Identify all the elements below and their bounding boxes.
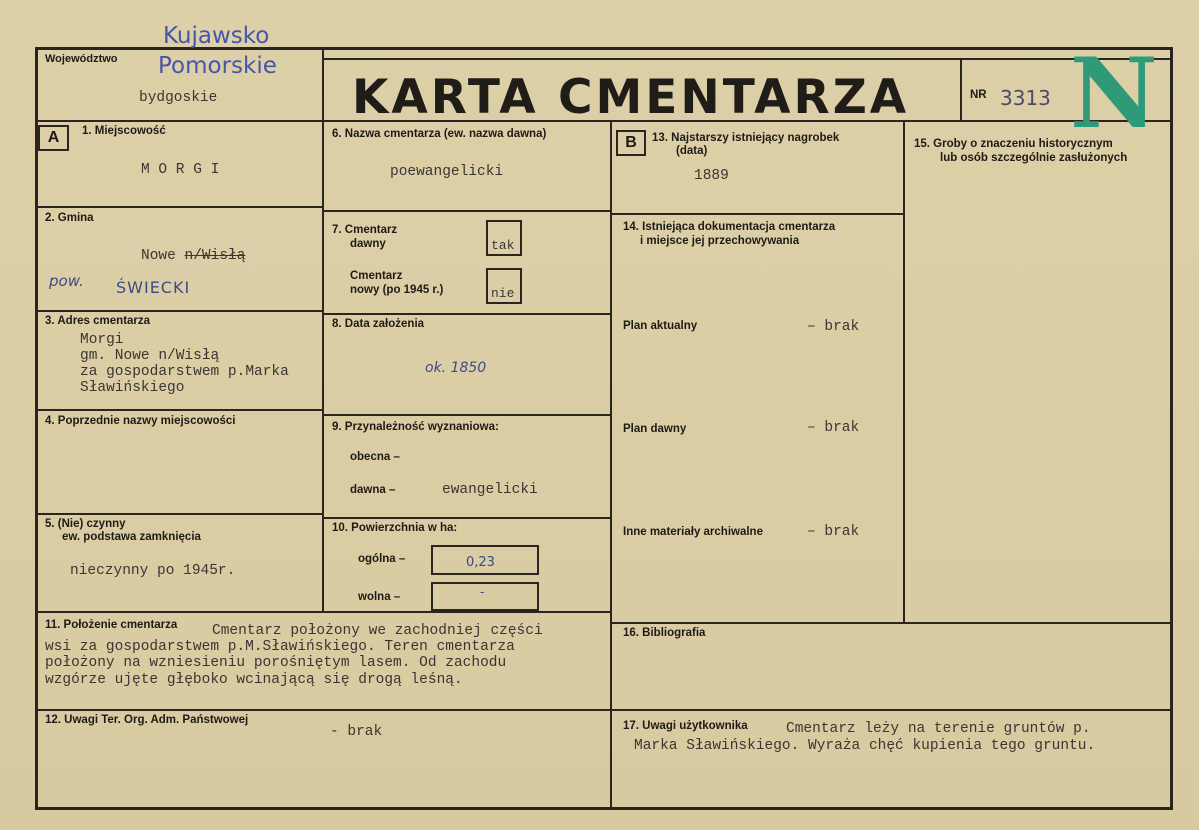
field-5-label-line1: 5. (Nie) czynny [45,518,126,530]
old-plan-label: Plan dawny [623,423,687,435]
field-9-current-label: obecna – [350,451,400,463]
field-11-line: wzgórze ujęte głęboko wcinającą się drogą leśną. [45,672,463,688]
divider [36,409,323,411]
field-9-former-value: ewangelicki [442,482,538,498]
divider [36,611,612,613]
divider [36,206,323,208]
divider [322,58,1172,60]
field-14-label-line2: i miejsce jej przechowywania [640,235,800,247]
field-8-label: 8. Data założenia [332,318,425,330]
field-12-label: 12. Uwagi Ter. Org. Adm. Państwowej [45,714,249,726]
field-2-value [141,249,245,263]
category-mark: N [1070,37,1158,150]
current-plan-value: – brak [807,319,860,335]
current-plan-label: Plan aktualny [623,320,698,332]
field-10-label: 10. Powierzchnia w ha: [332,522,458,534]
divider [960,58,962,122]
total-area-value: 0,23 [466,555,495,570]
new-cemetery-checkbox [486,268,522,304]
divider [322,210,611,212]
divider [610,213,904,215]
field-15-label-line2: lub osób szczególnie zasłużonych [940,152,1128,164]
divider [322,313,611,315]
field-2-value-struck: n/Wisłą [184,248,246,264]
card-title: KARTA CMENTARZA [352,70,910,125]
divider [610,120,612,810]
voivodeship-stamp-line1: Kujawsko [163,23,270,49]
powiat-value: ŚWIECKI [116,278,191,297]
field-1-label: 1. Miejscowość [82,125,166,137]
field-3-line: gm. Nowe n/Wisłą [80,348,220,364]
field-3-line: za gospodarstwem p.Marka [80,364,289,380]
field-6-label: 6. Nazwa cmentarza (ew. nazwa dawna) [332,128,547,140]
old-plan-value: – brak [807,420,860,436]
divider [36,709,1172,711]
old-cemetery-checkbox [486,220,522,256]
field-15-label-line1: 15. Groby o znaczeniu historycznym [914,138,1113,150]
field-6-value: poewangelicki [390,164,504,180]
divider [903,120,905,623]
field-11-label: 11. Położenie cmentarza [45,619,178,631]
field-10-free-label: wolna – [358,591,401,603]
field-17-line1: Cmentarz leży na terenie gruntów p. [786,721,1091,737]
field-4-label: 4. Poprzednie nazwy miejscowości [45,415,236,427]
divider [322,517,611,519]
old-cemetery-value: tak [491,238,515,253]
field-11-line: Cmentarz położony we zachodniej części [212,623,543,639]
field-16-label: 16. Bibliografia [623,627,706,639]
field-3-line: Morgi [80,332,124,348]
divider [36,513,323,515]
field-5-value: nieczynny po 1945r. [70,563,236,579]
field-10-total-label: ogólna – [358,553,406,565]
field-13-label-line2: (data) [676,145,708,157]
other-materials-value: – brak [807,524,860,540]
free-area-box [431,582,539,611]
divider [36,310,323,312]
divider [610,622,1172,624]
field-3-label: 3. Adres cmentarza [45,315,151,327]
field-14-label-line1: 14. Istniejąca dokumentacja cmentarza [623,221,836,233]
field-7-new-line2: nowy (po 1945 r.) [350,284,444,296]
field-13-label-line1: 13. Najstarszy istniejący nagrobek [652,132,840,144]
field-5-label-line2: ew. podstawa zamknięcia [62,531,201,543]
field-12-value: - brak [330,724,383,740]
divider [322,414,611,416]
voivodeship-stamp-line2: Pomorskie [158,53,277,79]
field-7-old-line1: 7. Cmentarz [332,224,398,236]
field-8-value: ok. 1850 [425,360,487,376]
field-17-label: 17. Uwagi użytkownika [623,720,748,732]
nr-label: NR [970,89,987,101]
divider [322,120,324,612]
field-2-label: 2. Gmina [45,212,94,224]
field-9-label: 9. Przynależność wyznaniowa: [332,421,499,433]
new-cemetery-value: nie [491,286,515,301]
field-1-value: M O R G I [141,162,220,178]
field-3-line: Sławińskiego [80,380,185,396]
field-17-line2: Marka Sławińskiego. Wyraża chęć kupienia tego gruntu. [634,738,1096,754]
powiat-prefix: pow. [49,272,84,290]
other-materials-label: Inne materiały archiwalne [623,526,763,538]
voivodeship-label: Województwo [45,53,118,65]
section-b-box: B [616,130,646,156]
field-7-old-line2: dawny [350,238,386,250]
nr-value: 3313 [1000,86,1051,110]
field-7-new-line1: Cmentarz [350,270,403,282]
field-11-line: położony na wzniesieniu porośniętym lasem. Od zachodu [45,655,507,671]
field-9-former-label: dawna – [350,484,396,496]
section-a-box: A [38,125,69,151]
old-voivodeship-value: bydgoskie [139,90,218,106]
field-13-value: 1889 [694,168,729,184]
free-area-value: - [480,585,485,599]
field-11-line: wsi za gospodarstwem p.M.Sławińskiego. Teren cmentarza [45,639,515,655]
field-2-value-prefix: Nowe [141,248,185,264]
